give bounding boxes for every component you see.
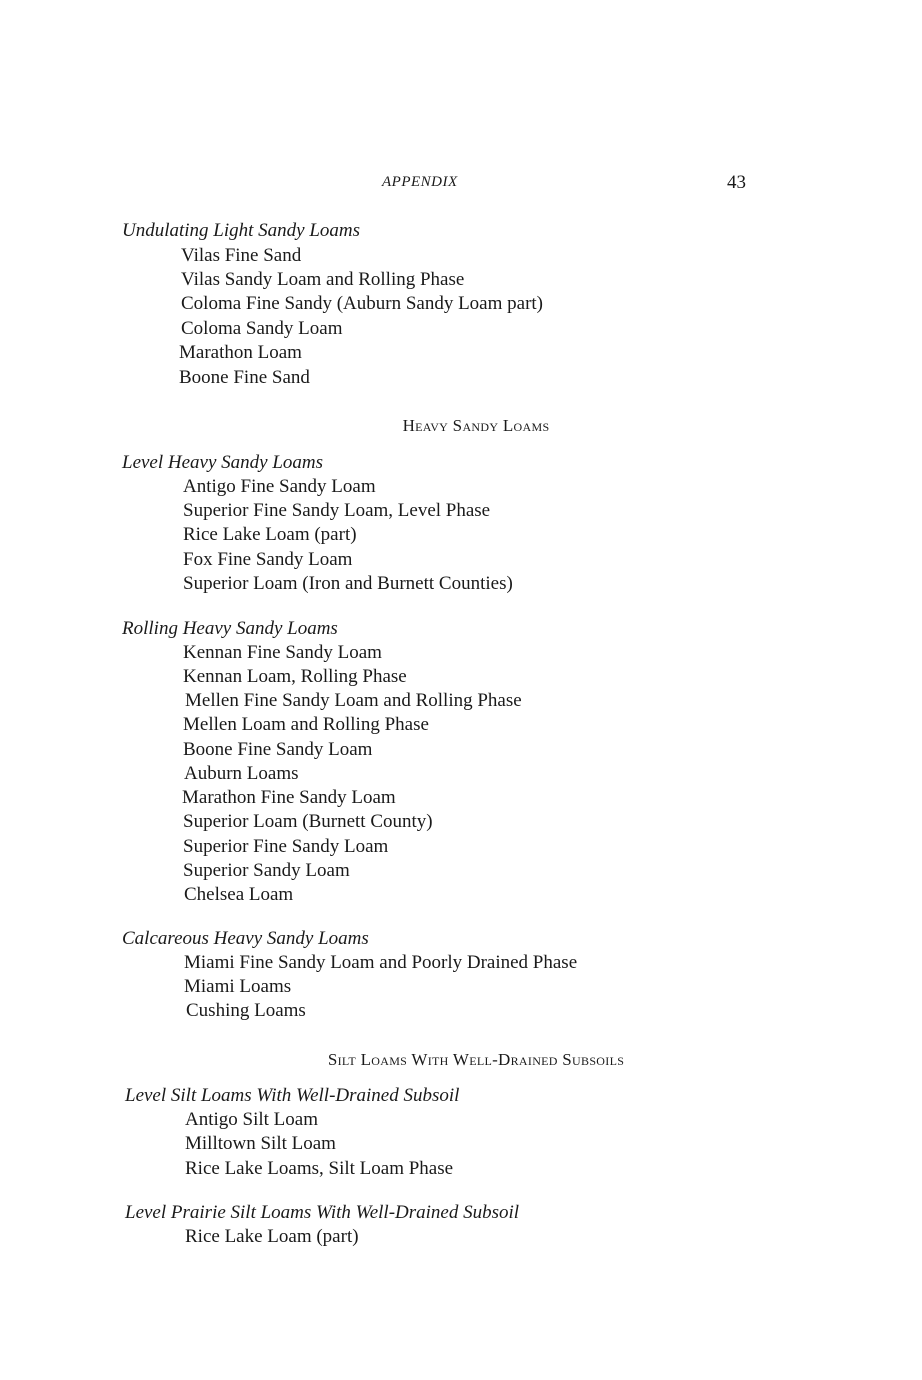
list-item: Superior Loam (Iron and Burnett Counties) bbox=[183, 573, 513, 594]
list-item: Antigo Fine Sandy Loam bbox=[183, 476, 376, 497]
list-item: Miami Loams bbox=[184, 976, 292, 997]
list-item: Coloma Fine Sandy (Auburn Sandy Loam part) bbox=[181, 293, 544, 314]
list-item: Milltown Silt Loam bbox=[185, 1133, 336, 1154]
group-title: Undulating Light Sandy Loams bbox=[122, 220, 361, 241]
list-item: Mellen Loam and Rolling Phase bbox=[183, 714, 429, 735]
group-title: Level Heavy Sandy Loams bbox=[122, 452, 324, 473]
list-item: Auburn Loams bbox=[184, 763, 299, 784]
list-item: Superior Fine Sandy Loam, Level Phase bbox=[183, 500, 491, 521]
list-item: Rice Lake Loam (part) bbox=[185, 1226, 359, 1247]
list-item: Mellen Fine Sandy Loam and Rolling Phase bbox=[185, 690, 522, 711]
list-item: Superior Fine Sandy Loam bbox=[183, 836, 389, 857]
list-item: Cushing Loams bbox=[186, 1000, 306, 1021]
group-title: Calcareous Heavy Sandy Loams bbox=[122, 928, 369, 949]
page-number: 43 bbox=[727, 172, 746, 193]
running-title: APPENDIX bbox=[382, 174, 458, 190]
list-item: Vilas Sandy Loam and Rolling Phase bbox=[181, 269, 465, 290]
list-item: Marathon Fine Sandy Loam bbox=[182, 787, 396, 808]
list-item: Miami Fine Sandy Loam and Poorly Drained Phase bbox=[184, 952, 578, 973]
list-item: Coloma Sandy Loam bbox=[181, 318, 343, 339]
list-item: Boone Fine Sand bbox=[179, 367, 310, 388]
list-item: Chelsea Loam bbox=[184, 884, 294, 905]
list-item: Boone Fine Sandy Loam bbox=[183, 739, 373, 760]
group-title: Rolling Heavy Sandy Loams bbox=[122, 618, 338, 639]
list-item: Antigo Silt Loam bbox=[185, 1109, 318, 1130]
list-item: Superior Loam (Burnett County) bbox=[183, 811, 433, 832]
list-item: Rice Lake Loams, Silt Loam Phase bbox=[185, 1158, 454, 1179]
list-item: Marathon Loam bbox=[179, 342, 302, 363]
section-heading: Silt Loams With Well-Drained Subsoils bbox=[327, 1050, 625, 1069]
list-item: Fox Fine Sandy Loam bbox=[183, 549, 353, 570]
list-item: Kennan Loam, Rolling Phase bbox=[183, 666, 407, 687]
group-title: Level Prairie Silt Loams With Well-Drained Subsoil bbox=[125, 1202, 520, 1223]
list-item: Superior Sandy Loam bbox=[183, 860, 350, 881]
list-item: Kennan Fine Sandy Loam bbox=[183, 642, 382, 663]
group-title: Level Silt Loams With Well-Drained Subsoil bbox=[125, 1085, 460, 1106]
list-item: Vilas Fine Sand bbox=[181, 245, 302, 266]
list-item: Rice Lake Loam (part) bbox=[183, 524, 357, 545]
section-heading: Heavy Sandy Loams bbox=[402, 416, 550, 435]
running-head bbox=[0, 174, 922, 198]
